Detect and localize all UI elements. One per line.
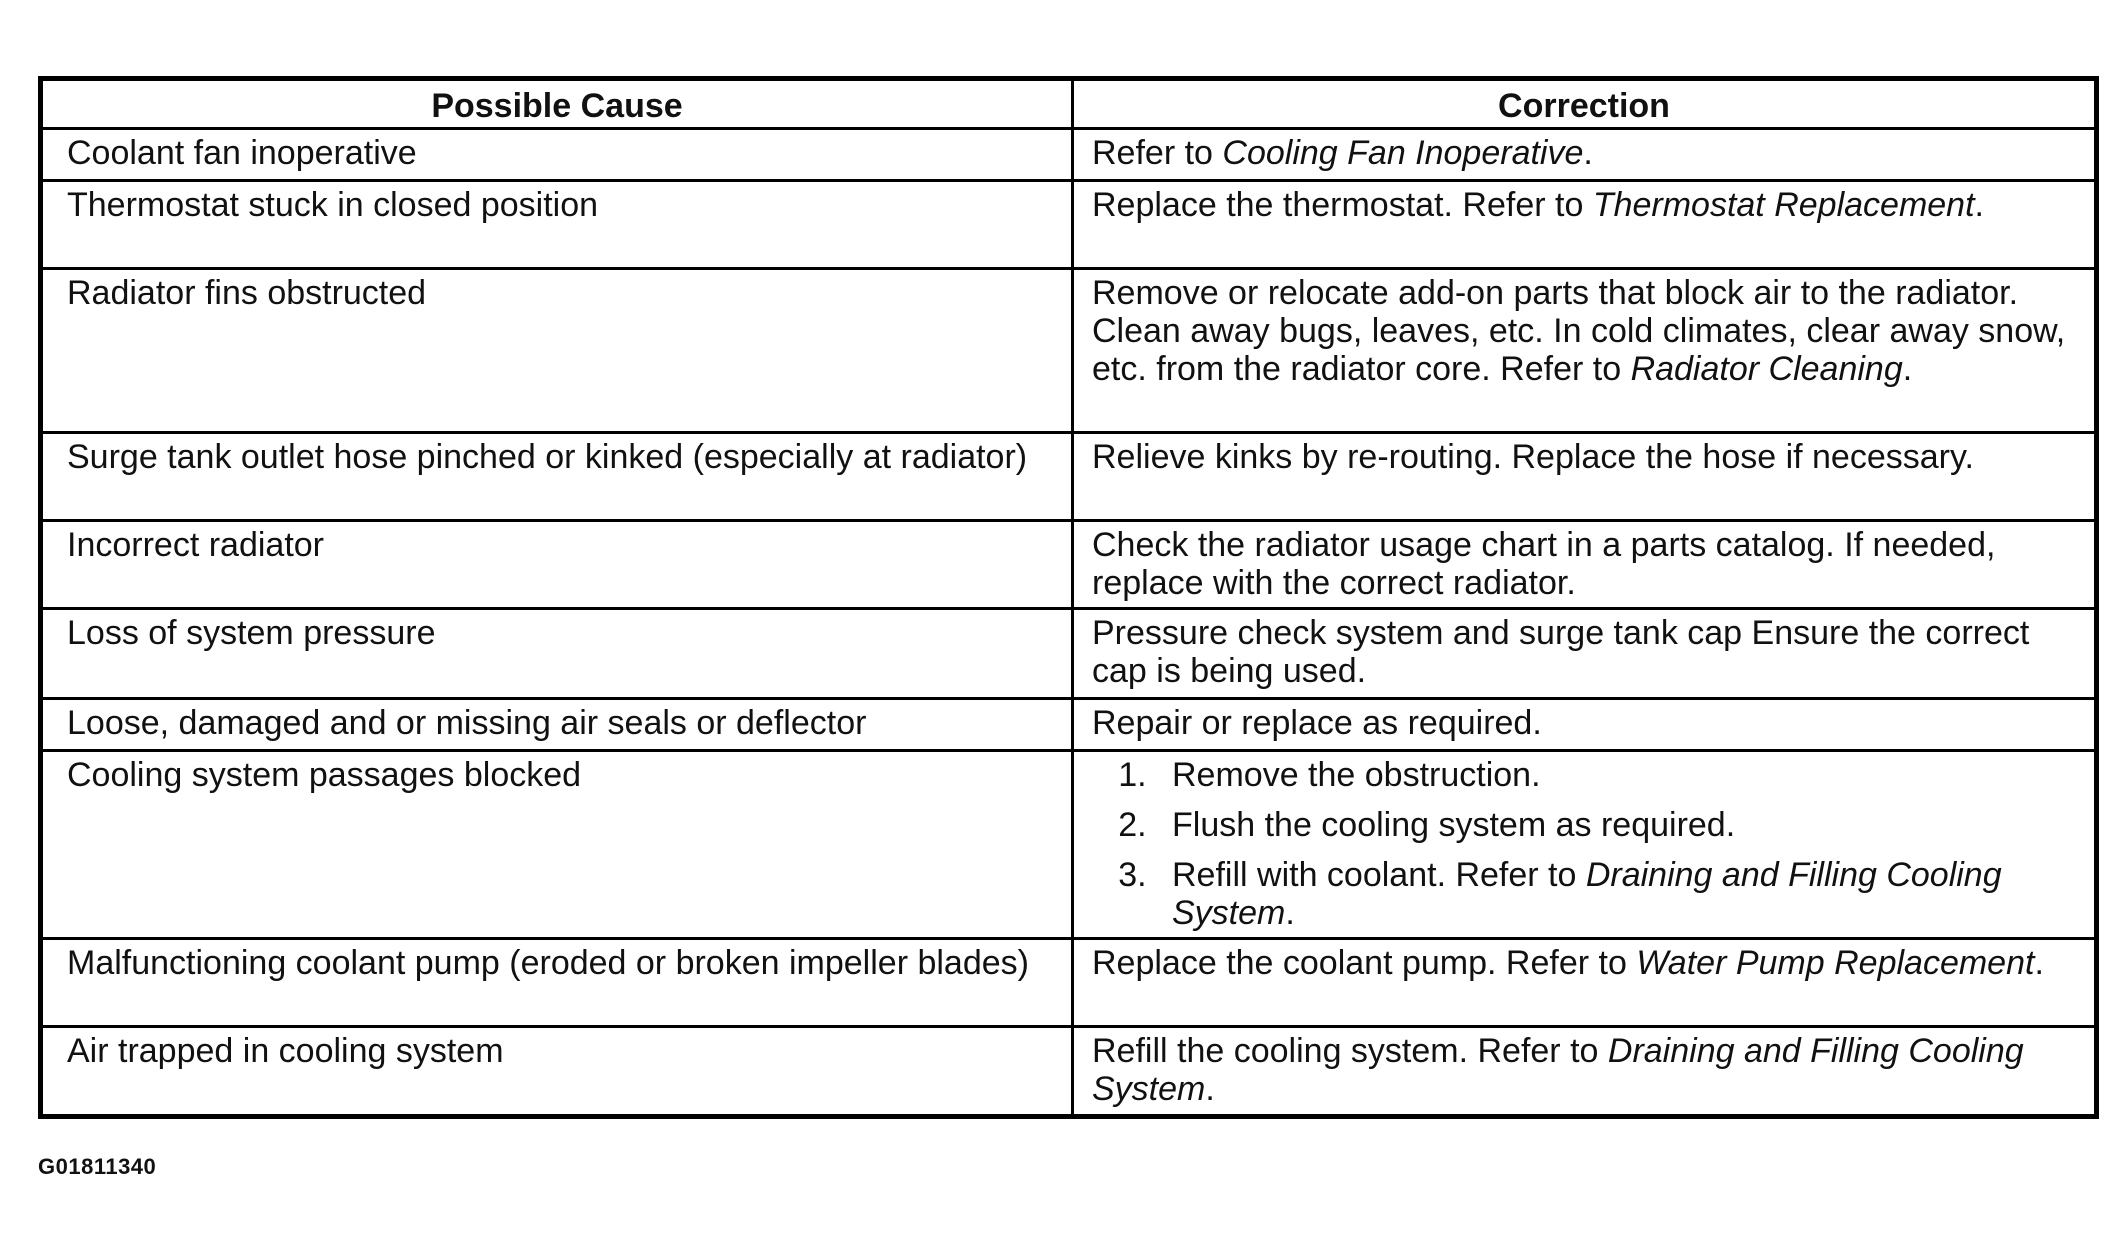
cause-cell: Loose, damaged and or missing air seals or deflector: [41, 699, 1073, 751]
correction-text: Replace the thermostat. Refer to: [1092, 186, 1593, 224]
table-row: [41, 433, 2097, 521]
correction-text: .: [1285, 894, 1295, 932]
table-header-row: [41, 79, 2097, 129]
correction-cell: [1073, 521, 2097, 609]
correction-text: .: [1902, 350, 1913, 388]
list-item: [1156, 756, 2078, 794]
table-row: [41, 181, 2097, 269]
correction-text: Refill the cooling system. Refer to: [1092, 1032, 1608, 1070]
reference-link-text: Draining and Filling Cooling System: [1172, 856, 2002, 932]
table-row: [41, 751, 2097, 939]
reference-link-text: Draining and Filling Cooling System: [1092, 1032, 2024, 1108]
correction-text: .: [1205, 1070, 1215, 1108]
reference-link-text: Water Pump Replacement: [1636, 944, 2035, 982]
correction-cell: [1073, 433, 2097, 521]
correction-cell: [1073, 129, 2097, 181]
cause-cell: Air trapped in cooling system: [41, 1027, 1073, 1117]
correction-steps-list: [1092, 756, 2078, 932]
cause-cell: Radiator fins obstructed: [41, 269, 1073, 433]
correction-text: .: [1974, 186, 1984, 224]
cause-cell: Incorrect radiator: [41, 521, 1073, 609]
diagnosis-table: [38, 76, 2099, 1119]
reference-link-text: Radiator Cleaning: [1630, 350, 1903, 388]
table-body: [41, 129, 2097, 1117]
correction-text: Replace the coolant pump. Refer to: [1092, 944, 1637, 982]
cause-cell: Surge tank outlet hose pinched or kinked (especially at radiator): [41, 433, 1073, 521]
correction-cell: [1073, 269, 2097, 433]
table-row: [41, 1027, 2097, 1117]
correction-text: Refill with coolant. Refer to: [1172, 856, 1586, 894]
cause-cell: Coolant fan inoperative: [41, 129, 1073, 181]
cause-cell: Thermostat stuck in closed position: [41, 181, 1073, 269]
cause-cell: Malfunctioning coolant pump (eroded or broken impeller blades): [41, 939, 1073, 1027]
figure-id: G01811340: [38, 1154, 157, 1179]
correction-text: Remove or relocate add-on parts that block air to the radiator. Clean away bugs, leaves, etc. In cold climates, clear away snow, etc. from the radiator core. Refer to: [1092, 274, 2066, 388]
correction-cell: [1073, 699, 2097, 751]
list-item: [1156, 856, 2078, 932]
correction-cell: [1073, 609, 2097, 699]
cause-cell: Loss of system pressure: [41, 609, 1073, 699]
correction-text: Refer to: [1092, 134, 1223, 172]
correction-text: Check the radiator usage chart in a parts catalog. If needed, replace with the correct radiator.: [1092, 526, 1996, 602]
correction-cell: [1073, 181, 2097, 269]
reference-link-text: Thermostat Replacement: [1592, 186, 1975, 224]
correction-cell: [1073, 1027, 2097, 1117]
table-row: [41, 939, 2097, 1027]
header-correction: Correction: [1073, 79, 2097, 129]
correction-text: .: [1583, 134, 1593, 172]
table-row: [41, 699, 2097, 751]
correction-text: .: [2034, 944, 2044, 982]
header-possible-cause: Possible Cause: [41, 79, 1073, 129]
table-row: [41, 129, 2097, 181]
correction-text: Pressure check system and surge tank cap Ensure the correct cap is being used.: [1092, 614, 2030, 690]
table-row: [41, 521, 2097, 609]
correction-text: Repair or replace as required.: [1092, 704, 1542, 742]
correction-cell: [1073, 939, 2097, 1027]
correction-text: Remove the obstruction.: [1172, 756, 1541, 794]
correction-text: Flush the cooling system as required.: [1172, 806, 1736, 844]
reference-link-text: Cooling Fan Inoperative: [1222, 134, 1584, 172]
cause-cell: Cooling system passages blocked: [41, 751, 1073, 939]
table-row: [41, 609, 2097, 699]
list-item: [1156, 806, 2078, 844]
correction-text: Relieve kinks by re-routing. Replace the hose if necessary.: [1092, 438, 1974, 476]
table-row: [41, 269, 2097, 433]
correction-cell: [1073, 751, 2097, 939]
